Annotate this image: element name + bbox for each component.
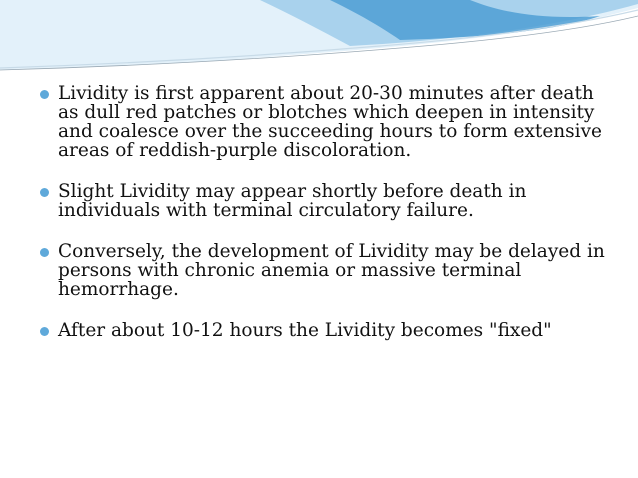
bullet-text: Slight Lividity may appear shortly before death in individuals with terminal circulatory failure. [58, 181, 527, 221]
bullet-icon [40, 188, 49, 197]
bullet-icon [40, 248, 49, 257]
bullet-item [40, 182, 620, 220]
bullet-item [40, 84, 620, 160]
bullet-item [40, 242, 620, 299]
bullet-text: Lividity is first apparent about 20-30 minutes after death as dull red patches or blotches which deepen in intensity and coalesce over the succeeding hours to form extensive areas of reddish-purple discoloration. [58, 83, 602, 161]
bullet-icon [40, 90, 49, 99]
bullet-text: After about 10-12 hours the Lividity becomes "fixed" [58, 320, 552, 341]
header-wave-decoration [0, 0, 638, 80]
bullet-list [40, 84, 620, 362]
bullet-text: Conversely, the development of Lividity may be delayed in persons with chronic anemia or massive terminal hemorrhage. [58, 241, 605, 300]
bullet-item [40, 321, 620, 340]
bullet-icon [40, 327, 49, 336]
